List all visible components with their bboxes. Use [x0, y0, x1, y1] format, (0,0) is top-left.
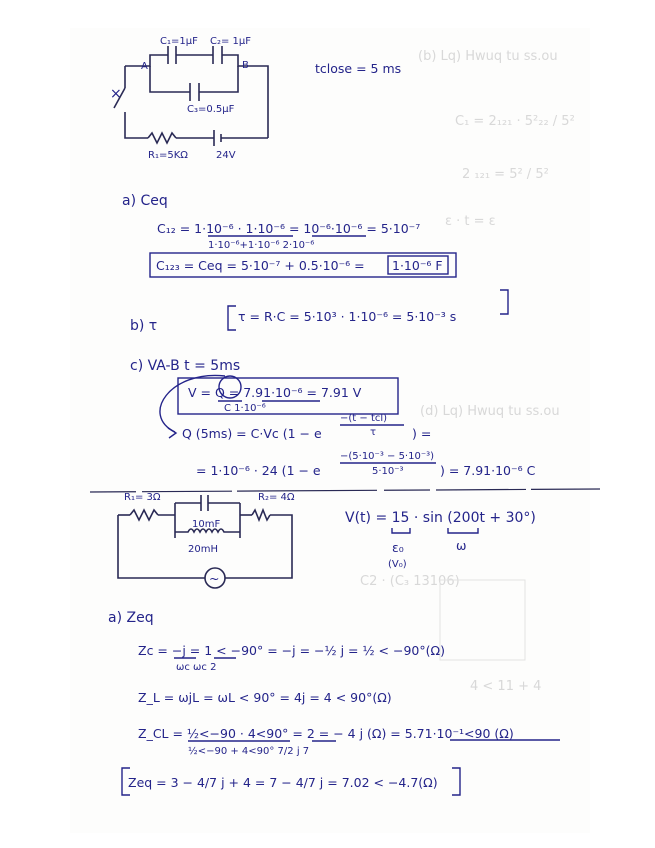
- equation-line: C₁₂ = 1·10⁻⁶ · 1·10⁻⁶ = 10⁻⁶·10⁻⁶ = 5·10⁻⁷: [157, 221, 421, 236]
- c1-label: C₁=1μF: [160, 36, 198, 47]
- equation-line: ) = 7.91·10⁻⁶ C: [440, 463, 536, 478]
- underbrace: [448, 528, 478, 533]
- ghost-line: ε · t = ε: [445, 214, 496, 229]
- equation-line: Z_CL = ½<−90 · 4<90° = 2 = − 4 j (Ω) = 5.71·10⁻¹<90 (Ω): [138, 726, 514, 741]
- ac-source-symbol: ~: [209, 571, 220, 586]
- equation-denominator: 1·10⁻⁶+1·10⁻⁶ 2·10⁻⁶: [208, 240, 315, 251]
- arrow: [160, 375, 225, 432]
- equation-line: Zc = −j = 1 < −90° = −j = −½ j = ½ < −90°(Ω): [138, 643, 445, 658]
- equation-line: = 1·10⁻⁶ · 24 (1 − e: [196, 463, 321, 478]
- section-divider: [90, 489, 600, 492]
- equation-line: V = Q = 7.91·10⁻⁶ = 7.91 V: [188, 385, 362, 400]
- t-close-label: tclose = 5 ms: [315, 61, 402, 76]
- source-label: 24V: [216, 150, 236, 161]
- ghost-line: (d) Lq) Hwuq tu ss.ou: [420, 404, 560, 419]
- r1-label: R₁=5KΩ: [148, 150, 188, 161]
- v0-label: (V₀): [388, 559, 407, 570]
- resistor-r2: [252, 510, 270, 520]
- wire: [150, 55, 168, 62]
- arrow-head: [168, 428, 176, 438]
- wire: [222, 55, 238, 62]
- ghost-line: 2 ₁₂₁ = 5² / 5²: [462, 167, 549, 182]
- equation-denominator: ωc ωc 2: [176, 662, 217, 673]
- wire: [199, 66, 238, 92]
- bracket: [228, 306, 236, 330]
- l-label: 20mH: [188, 544, 218, 555]
- ghost-box: [440, 580, 525, 660]
- underbrace: [392, 528, 410, 533]
- equation-line: ) =: [412, 426, 432, 441]
- bleed-through: [360, 49, 575, 694]
- ghost-line: C2 · (C₃ 13106): [360, 574, 460, 589]
- equation-denominator: C 1·10⁻⁶: [224, 403, 266, 414]
- section-header: a) Zeq: [108, 610, 154, 626]
- equation-line: τ = R·C = 5·10³ · 1·10⁻⁶ = 5·10⁻³ s: [238, 309, 457, 324]
- r1-label: R₁= 3Ω: [124, 492, 161, 503]
- part-a-zeq: [108, 610, 560, 795]
- r2-label: R₂= 4Ω: [258, 492, 295, 503]
- section-header: c) VA-B t = 5ms: [130, 358, 241, 374]
- equation-line: Q (5ms) = C·Vc (1 − e: [182, 426, 322, 441]
- ghost-line: C₁ = 2₁₂₁ · 5²₂₂ / 5²: [455, 114, 575, 129]
- bracket: [452, 768, 460, 795]
- c-label: 10mF: [192, 519, 221, 530]
- section-header: b) τ: [130, 318, 158, 334]
- ghost-line: (b) Lq) Hwuq tu ss.ou: [418, 49, 558, 64]
- equation-line: Zeq = 3 − 4/7 j + 4 = 7 − 4/7 j = 7.02 < −4.7(Ω): [128, 775, 438, 790]
- equation-line: C₁₂₃ = Ceq = 5·10⁻⁷ + 0.5·10⁻⁶ =: [156, 258, 365, 273]
- wire: [225, 515, 292, 578]
- exponent-denominator: 5·10⁻³: [372, 466, 404, 477]
- exponent: −(5·10⁻³ − 5·10⁻³): [340, 451, 435, 462]
- switch-mark: ×: [110, 86, 122, 102]
- wire: [125, 112, 148, 138]
- circuit-1: [110, 36, 401, 161]
- resistor-r1: [148, 133, 176, 143]
- equation-line: V(t) = 15 · sin (200t + 30°): [345, 510, 536, 526]
- c2-label: C₂= 1μF: [210, 36, 252, 47]
- c3-label: C₃=0.5μF: [187, 104, 235, 115]
- circuit-2: [118, 492, 536, 588]
- e0-label: ε₀: [392, 540, 404, 555]
- part-b-tau: [130, 290, 508, 334]
- bracket: [500, 290, 508, 314]
- wire: [238, 62, 268, 138]
- equation-line: Z_L = ωjL = ωL < 90° = 4j = 4 < 90°(Ω): [138, 690, 392, 705]
- node-b-label: B: [242, 60, 249, 71]
- exponent-denominator: τ: [370, 427, 377, 438]
- omega-label: ω: [456, 538, 467, 553]
- node-a-label: A: [141, 61, 148, 72]
- part-a-ceq: [122, 193, 456, 277]
- result-value: 1·10⁻⁶ F: [392, 258, 443, 273]
- exponent: −(t − tcl): [340, 413, 388, 424]
- equation-denominator: ½<−90 + 4<90° 7/2 j 7: [188, 746, 310, 757]
- ghost-line: 4 < 11 + 4: [470, 679, 542, 694]
- resistor-r1: [130, 510, 158, 520]
- section-header: a) Ceq: [122, 193, 168, 209]
- wire: [150, 66, 190, 92]
